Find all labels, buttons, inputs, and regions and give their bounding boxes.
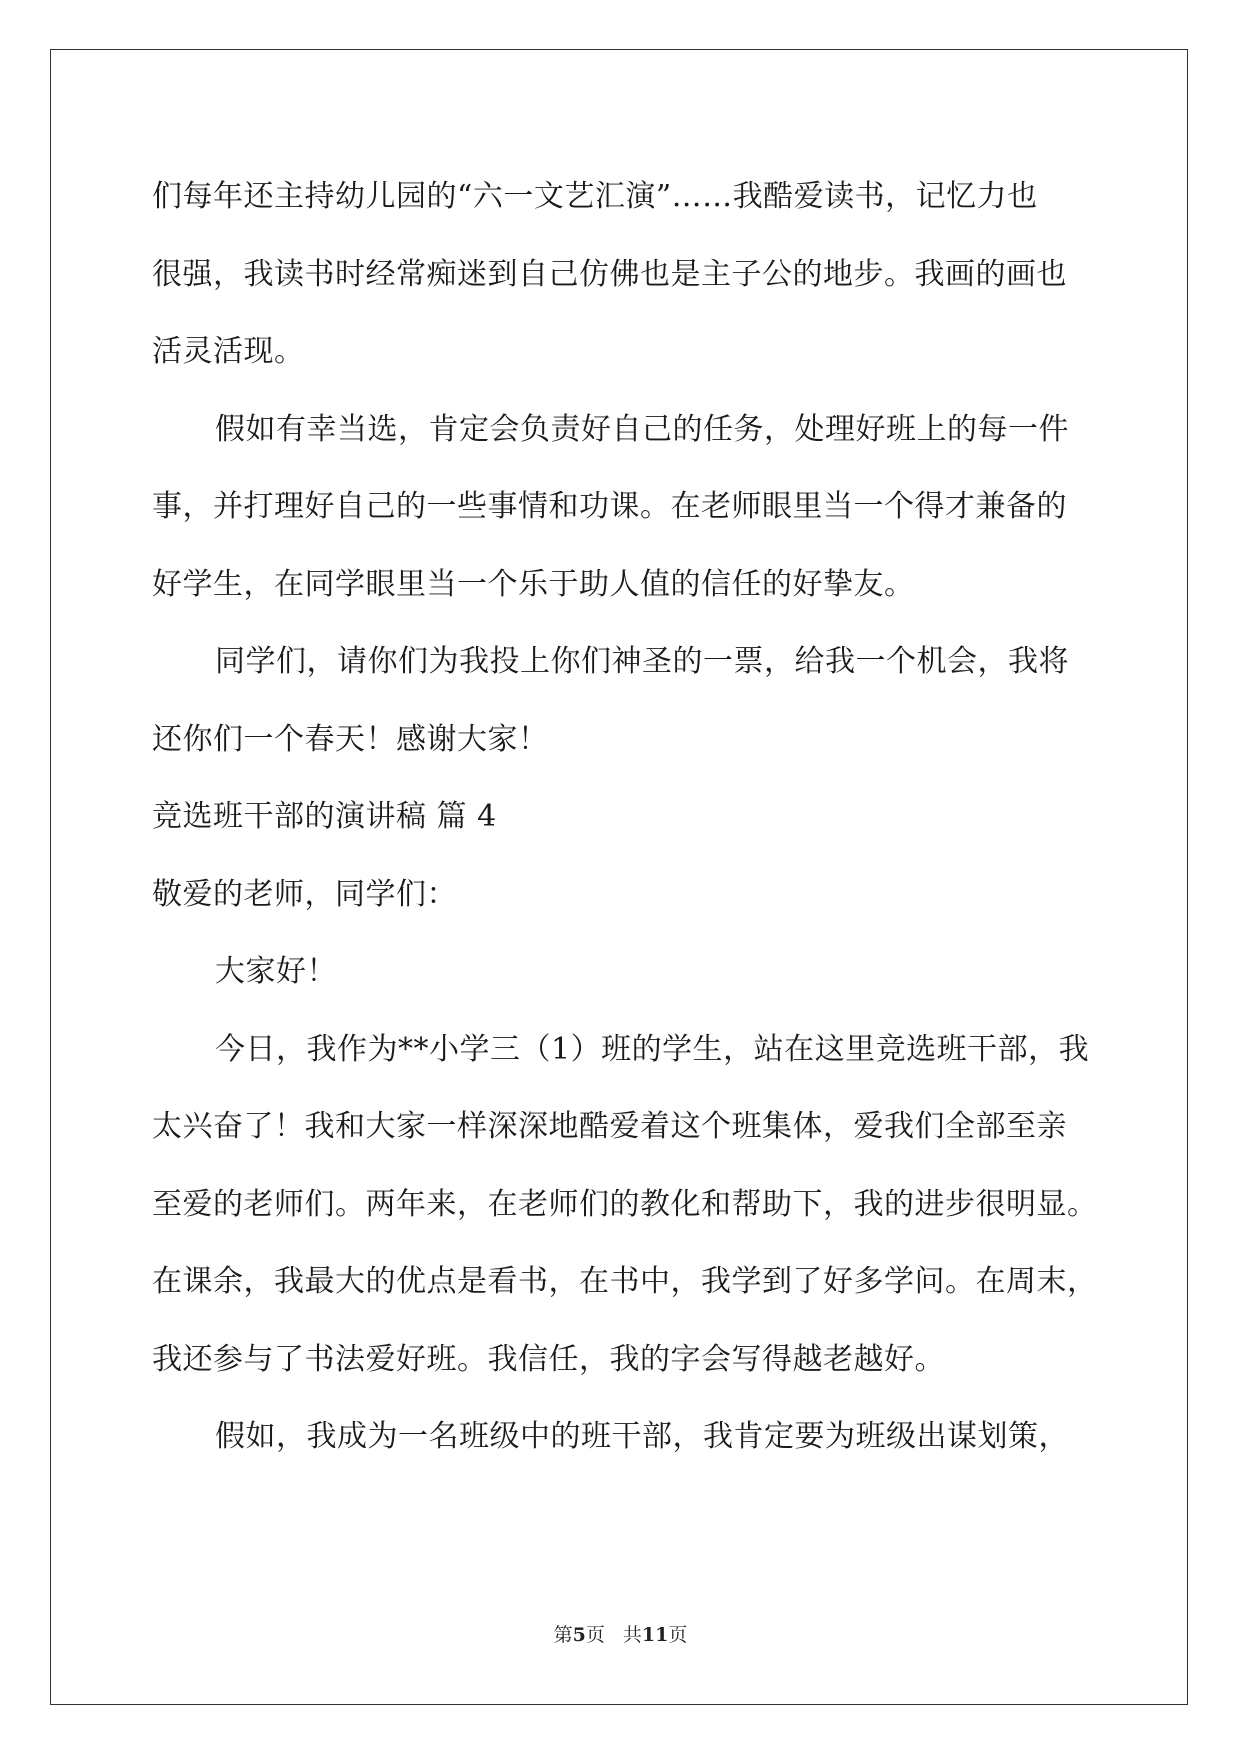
text-line: 今日，我作为**小学三（1）班的学生，站在这里竞选班干部，我 [215, 1031, 1090, 1067]
page-suffix: 页 [585, 1624, 605, 1646]
total-prefix: 共 [622, 1624, 642, 1646]
text-line: 我还参与了书法爱好班。我信任，我的字会写得越老越好。 [152, 1341, 945, 1377]
text-line: 太兴奋了！我和大家一样深深地酷爱着这个班集体，爱我们全部至亲 [152, 1109, 1067, 1144]
document-body [152, 158, 1098, 1476]
text-line: 同学们，请你们为我投上你们神圣的一票，给我一个机会，我将 [215, 644, 1069, 679]
page-prefix: 第 [553, 1624, 573, 1646]
text-line: 事，并打理好自己的一些事情和功课。在老师眼里当一个得才兼备的 [152, 489, 1067, 524]
salutation: 敬爱的老师，同学们： [152, 876, 457, 912]
text-line: 假如，我成为一名班级中的班干部，我肯定要为班级出谋划策， [215, 1419, 1069, 1454]
page-footer [0, 1620, 1241, 1647]
text-line: 好学生，在同学眼里当一个乐于助人值的信任的好挚友。 [152, 566, 915, 602]
section-heading: 竞选班干部的演讲稿 篇 4 [152, 799, 497, 834]
text-line: 假如有幸当选，肯定会负责好自己的任务，处理好班上的每一件 [215, 411, 1069, 447]
total-suffix: 页 [668, 1624, 688, 1646]
text-line: 们每年还主持幼儿园的“六一文艺汇演”……我酷爱读书，记忆力也 [152, 179, 1038, 214]
text-line: 还你们一个春天！感谢大家！ [152, 721, 549, 757]
page-number: 5 [572, 1624, 586, 1646]
total-pages: 11 [641, 1624, 669, 1646]
text-line: 很强，我读书时经常痴迷到自己仿佛也是主子公的地步。我画的画也 [152, 256, 1067, 292]
greeting: 大家好！ [215, 954, 337, 989]
text-line: 在课余，我最大的优点是看书，在书中，我学到了好多学问。在周末， [152, 1264, 1098, 1299]
text-line: 至爱的老师们。两年来，在老师们的教化和帮助下，我的进步很明显。 [152, 1186, 1098, 1222]
text-line: 活灵活现。 [152, 334, 305, 369]
